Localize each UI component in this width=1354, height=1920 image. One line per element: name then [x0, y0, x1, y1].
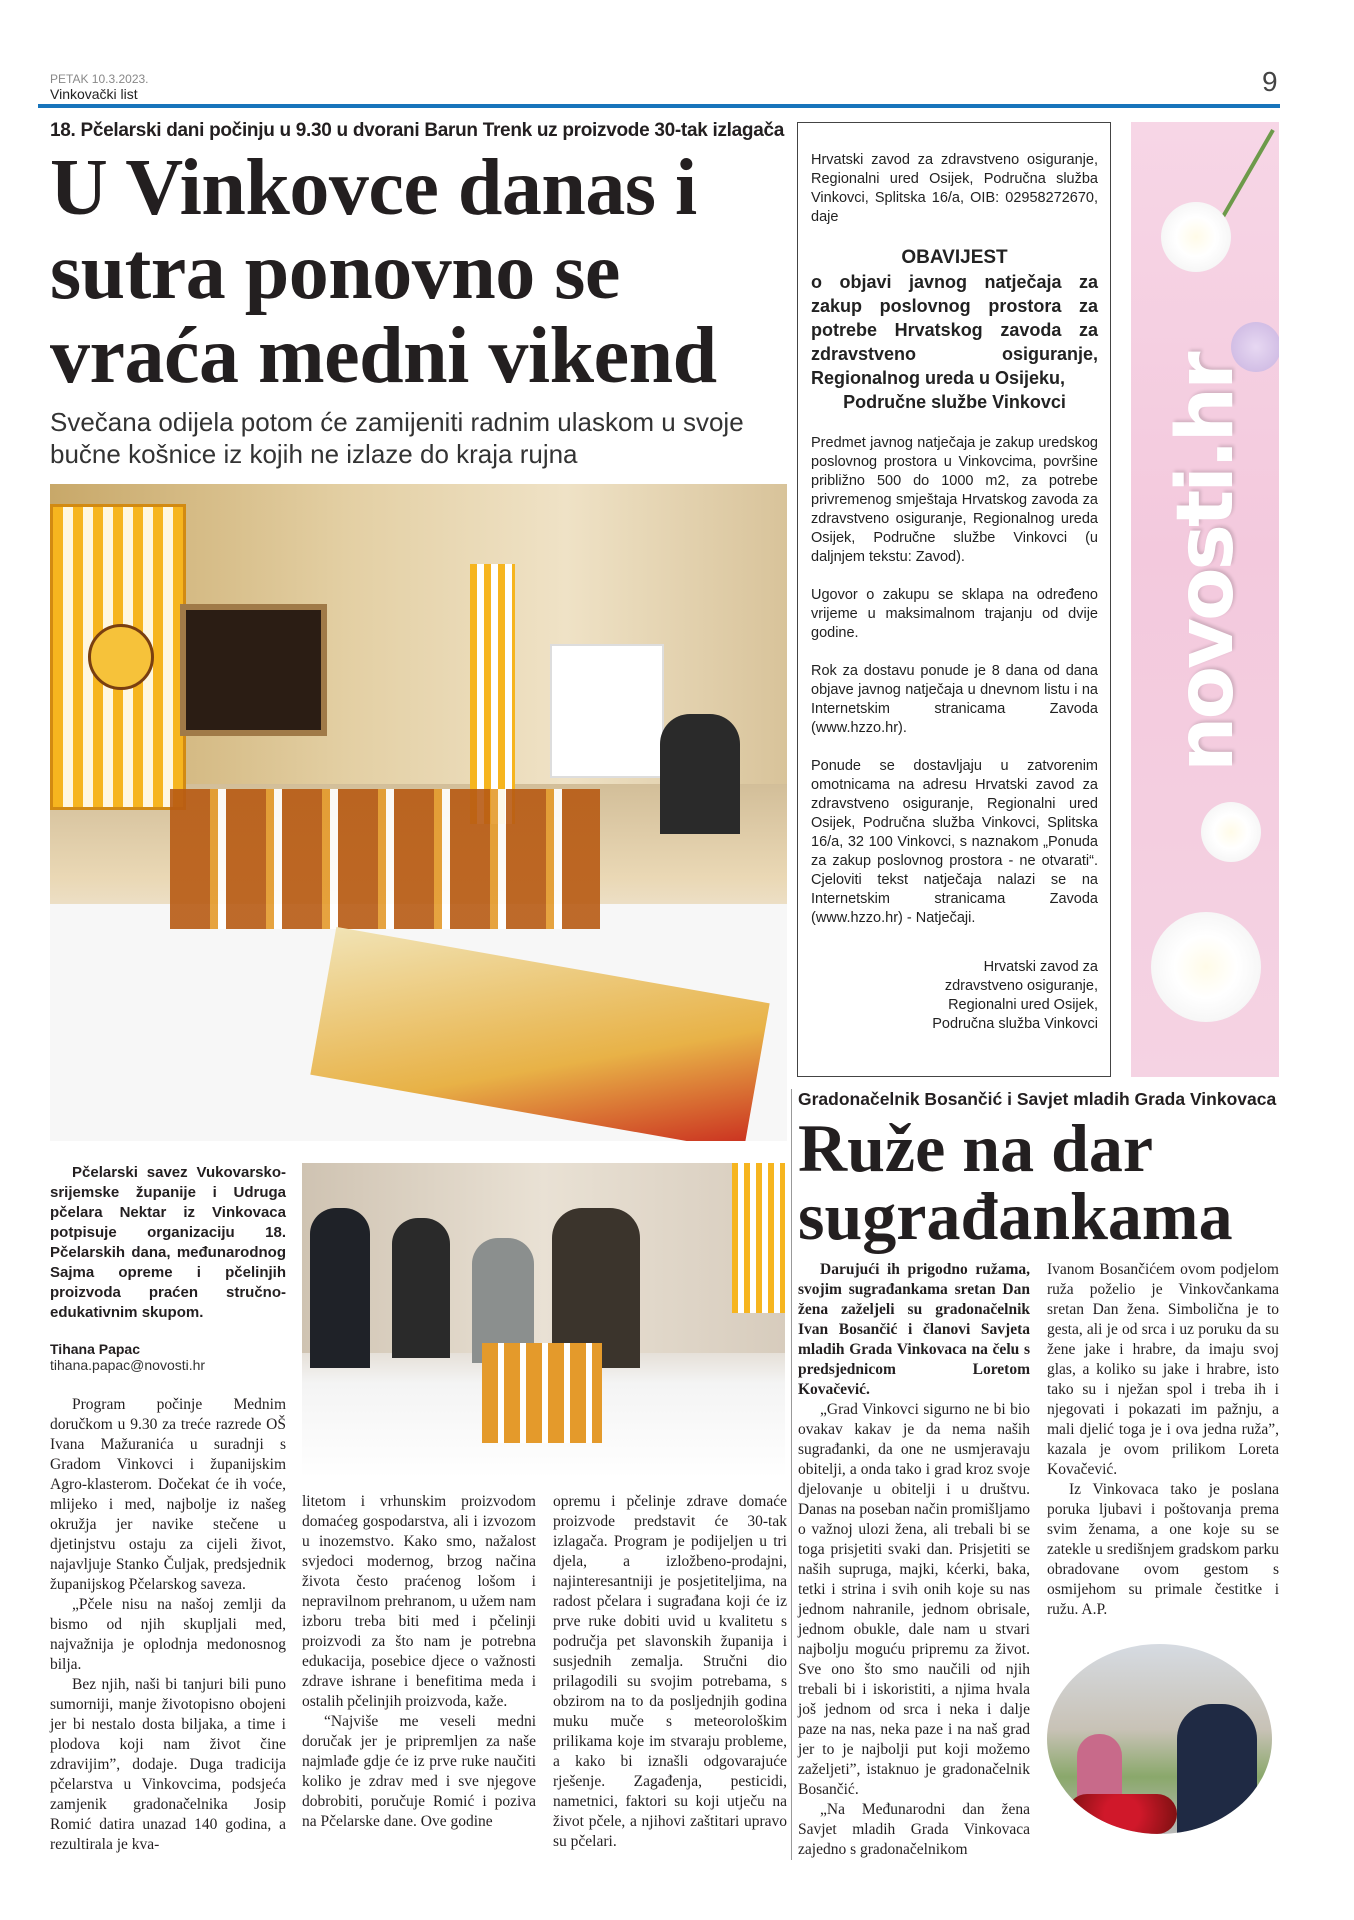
notice-paragraph: Ugovor o zakupu se sklapa na određeno vrijeme u maksimalnom trajanju od dvije godine.	[811, 587, 1098, 641]
signature-line: Područna služba Vinkovci	[932, 1016, 1098, 1032]
signature-line: zdravstveno osiguranje,	[944, 978, 1098, 994]
paragraph: litetom i vrhunskim proizvodom domaćeg gospodarstva, ali i izvozom u inozemstvo. Kako smo, nažalost svjedoci modernog, brzog načina života često praćenog lošom i nepravilnom prehranom, u užem nam izboru treba biti med i pčelinji proizvodi za što nam je potrebna edukacija, posebice djece o važnosti zdrave ishrane i benefitima meda i ostalih pčelinjih proizvoda, kaže.	[302, 1493, 536, 1710]
main-article	[50, 120, 787, 1855]
author-email[interactable]: tihana.papac@novosti.hr	[50, 1357, 206, 1373]
article-column-2	[302, 1492, 536, 1852]
article-subheadline: Svečana odijela potom će zamijeniti radnim ulaskom u svoje bučne košnice iz kojih ne izlaze do kraja rujna	[50, 407, 744, 469]
honey-fair-photo	[50, 484, 787, 1141]
article-headline: U Vinkovce danas i sutra ponovno se vraća medni vikend	[50, 144, 717, 400]
beekeepers-photo	[302, 1163, 785, 1478]
side-article-headline: Ruže na dar sugrađankama	[798, 1110, 1233, 1254]
side-article-kicker: Gradonačelnik Bosančić i Savjet mladih Grada Vinkovaca	[798, 1089, 1277, 1109]
paragraph: „Na Međunarodni dan žena Savjet mladih Grada Vinkovaca zajedno s gradonačelnikom	[798, 1801, 1030, 1858]
flower-icon	[1151, 912, 1261, 1022]
page-number: 9	[1262, 66, 1278, 97]
notice-paragraph: Rok za dostavu ponude je 8 dana od dana objave javnog natječaja u dnevnom listu i na Internetskim stranicama Zavoda (www.hzzo.hr).	[811, 663, 1098, 736]
novosti-advertisement[interactable]	[1131, 122, 1279, 1077]
notice-paragraph: Ponude se dostavljaju u zatvorenim omotnicama na adresu Hrvatski zavod za zdravstveno osiguranje, Regionalni ured Osijek, Područna služba Vinkovci, Splitska 16/a, 32 100 Vinkovci, s naznakom „Ponuda za zakup poslovnog prostora - ne otvarati“. Cjeloviti tekst natječaja nalazi se na Internetskim stranicama Zavoda (www.hzzo.hr) - Natječaji.	[811, 758, 1098, 926]
paragraph: Iz Vinkovaca tako je poslana poruka ljubavi i poštovanja prema svim ženama, a one koje su se zatekle u središnjem gradskom parku obradovane ovom gestom s osmijehom su primale čestitke i ružu. A.P.	[1047, 1481, 1279, 1618]
notice-subtitle	[811, 270, 1098, 414]
author-name: Tihana Papac	[50, 1341, 141, 1357]
signature-line: Hrvatski zavod za	[983, 959, 1098, 975]
notice-title: OBAVIJEST	[901, 247, 1008, 268]
article-kicker: 18. Pčelarski dani počinju u 9.30 u dvorani Barun Trenk uz proizvode 30-tak izlagača	[50, 120, 784, 141]
side-article	[791, 1089, 1280, 1860]
paragraph: opremu i pčelinje zdrave domaće proizvode predstavit će 30-tak izlagača. Program je podijeljen u tri djela, a izložbeno-prodajni, najinteresantniji je posjetiteljima, na radost pčelara i sugrađana koji će iz prve ruke dobiti uvid u kvalitetu s područja pet slavonskih županija i susjednih zemalja. Stručni dio prilagodili su svojim potrebama, s obzirom na to da posljednjih godina muku muče s meteorološkim prilikama koje im stvaraju probleme, a kako bi iznašli odgovarajuće rješenje. Zagađenja, pesticidi, nametnici, faktori su koji utječu na život pčele, a njihovi zaštitari upravo su pčelari.	[553, 1493, 787, 1850]
paragraph: „Grad Vinkovci sigurno ne bi bio ovakav kakav je da nema naših sugrađanki, da one ne usmjeravaju obitelji, a onda tako i grad kroz svoje djelovanje u obitelji i u društvu. Danas na poseban način promišljamo o važnoj ulozi žena, ali trebali bi se toga prisjetiti svaki dan. Prisjetiti se naših supruga, majki, kćerki, baka, tetki i strina i svih onih koje su nas jednom nahranile, jednom obrisale, jednom obukle, dale nam u stvari najbolju moguću pripremu za život. Sve ono što smo naučili od njih trebali bi i iskoristiti, a njima hvala još jednom od srca i neka i dalje paze na nas, neka paze i na naš grad jer to je najbolji put koji možemo zaželjeti”, istaknuo je gradonačelnik Bosančić.	[798, 1401, 1030, 1798]
paragraph: „Pčele nisu na našoj zemlji da bismo od njih skupljali med, najvažnija je oplodnja medonosnog bilja.	[50, 1596, 286, 1673]
flower-icon	[1161, 202, 1231, 272]
paragraph: Ivanom Bosančićem ovom podjelom ruža poželio je Vinkovčankama sretan Dan žena. Simbolična je to gesta, ali je od srca i uz poruku da su žene jake i hrabre, da imaju svoj glas, a koliko su jake i hrabre, isto tako su i nježan spol i treba ih i njegovati i pokazati im pažnju, a mali djelić toga je i ova jedna ruža”, kazala je ovom prilikom Loreta Kovačević.	[1047, 1261, 1279, 1478]
roses-photo	[1047, 1644, 1272, 1834]
signature-line: Regionalni ured Osijek,	[948, 997, 1098, 1013]
notice-subtitle-last: Područne službe Vinkovci	[843, 392, 1066, 412]
side-article-column-1	[798, 1260, 1030, 1860]
article-body	[50, 1163, 787, 1855]
article-lede: Pčelarski savez Vukovarsko-srijemske županije i Udruga pčelara Nektar iz Vinkovaca potpisuje organizaciju 18. Pčelarskih dana, međunarodnog Sajma opreme i pčelinjih proizvoda praćen stručno-edukativnim skupom.	[50, 1164, 286, 1321]
paragraph: Program počinje Mednim doručkom u 9.30 za treće razrede OŠ Ivana Mažuranića u suradnji s Gradom Vinkovci i županijskim Agro-klasterom. Dočekat će ih voće, mlijeko i med, najbolje iz našeg okružja jer navike stečene u djetinjstvu ostaju za cijeli život, najavljuje Stanko Čuljak, predsjednik županijskog Pčelarskog saveza.	[50, 1396, 286, 1593]
notice-signature	[811, 958, 1098, 1034]
right-area	[797, 122, 1280, 1860]
paragraph: Bez njih, naši bi tanjuri bili puno sumorniji, manje životopisno obojeni jer bi nestalo dosta biljaka, a time i plodova koji nam život čine zdravijim”, dodaje. Duga tradicija pčelarstva u Vinkovcima, podsjeća zamjenik gradonačelnika Josip Romić datira unazad 140 godina, a rezultirala je kva-	[50, 1676, 286, 1853]
side-article-lede: Darujući ih prigodno ružama, svojim sugrađankama sretan Dan žena zaželjeli su gradonačelnik Ivan Bosančić i članovi Savjeta mladih Grada Vinkovaca na čelu s predsjednicom Loretom Kovačević.	[798, 1261, 1030, 1398]
notice-subtitle-main: o objavi javnog natječaja za zakup poslovnog prostora za potrebe Hrvatskog zavoda za zdravstveno osiguranje, Regionalnog ureda u Osijeku,	[811, 272, 1098, 388]
notice-paragraph: Predmet javnog natječaja je zakup uredskog poslovnog prostora u Vinkovcima, površine približno 500 do 1000 m2, za potrebe privremenog smještaja Hrvatskog zavoda za zdravstveno osiguranje, Regionalnog ureda Osijek, Područne službe Vinkovci (u daljnjem tekstu: Zavod).	[811, 435, 1098, 565]
newspaper-name: Vinkovački list	[50, 86, 138, 102]
header-rule	[38, 104, 1280, 108]
side-article-column-2	[1047, 1260, 1279, 1860]
article-columns-2-3	[302, 1163, 787, 1855]
article-column-1-text	[50, 1395, 286, 1855]
article-column-3	[553, 1492, 787, 1852]
paragraph: “Najviše me veseli medni doručak jer je pripremljen za naše najmlađe gdje će iz prve ruke naučiti koliko je zdrav med i sve njegove dobrobiti, poručuje Romić i poziva na Pčelarske dane. Ove godine	[302, 1713, 536, 1830]
article-column-1	[50, 1163, 286, 1855]
novosti-logo: novosti.hr	[1161, 354, 1251, 772]
flower-icon	[1201, 802, 1261, 862]
issue-date: PETAK 10.3.2023.	[50, 72, 149, 86]
public-notice-box	[797, 122, 1111, 1077]
notice-intro: Hrvatski zavod za zdravstveno osiguranje, Regionalni ured Osijek, Područna služba Vinkovci, Splitska 16/a, OIB: 02958272670, daje	[811, 152, 1098, 225]
